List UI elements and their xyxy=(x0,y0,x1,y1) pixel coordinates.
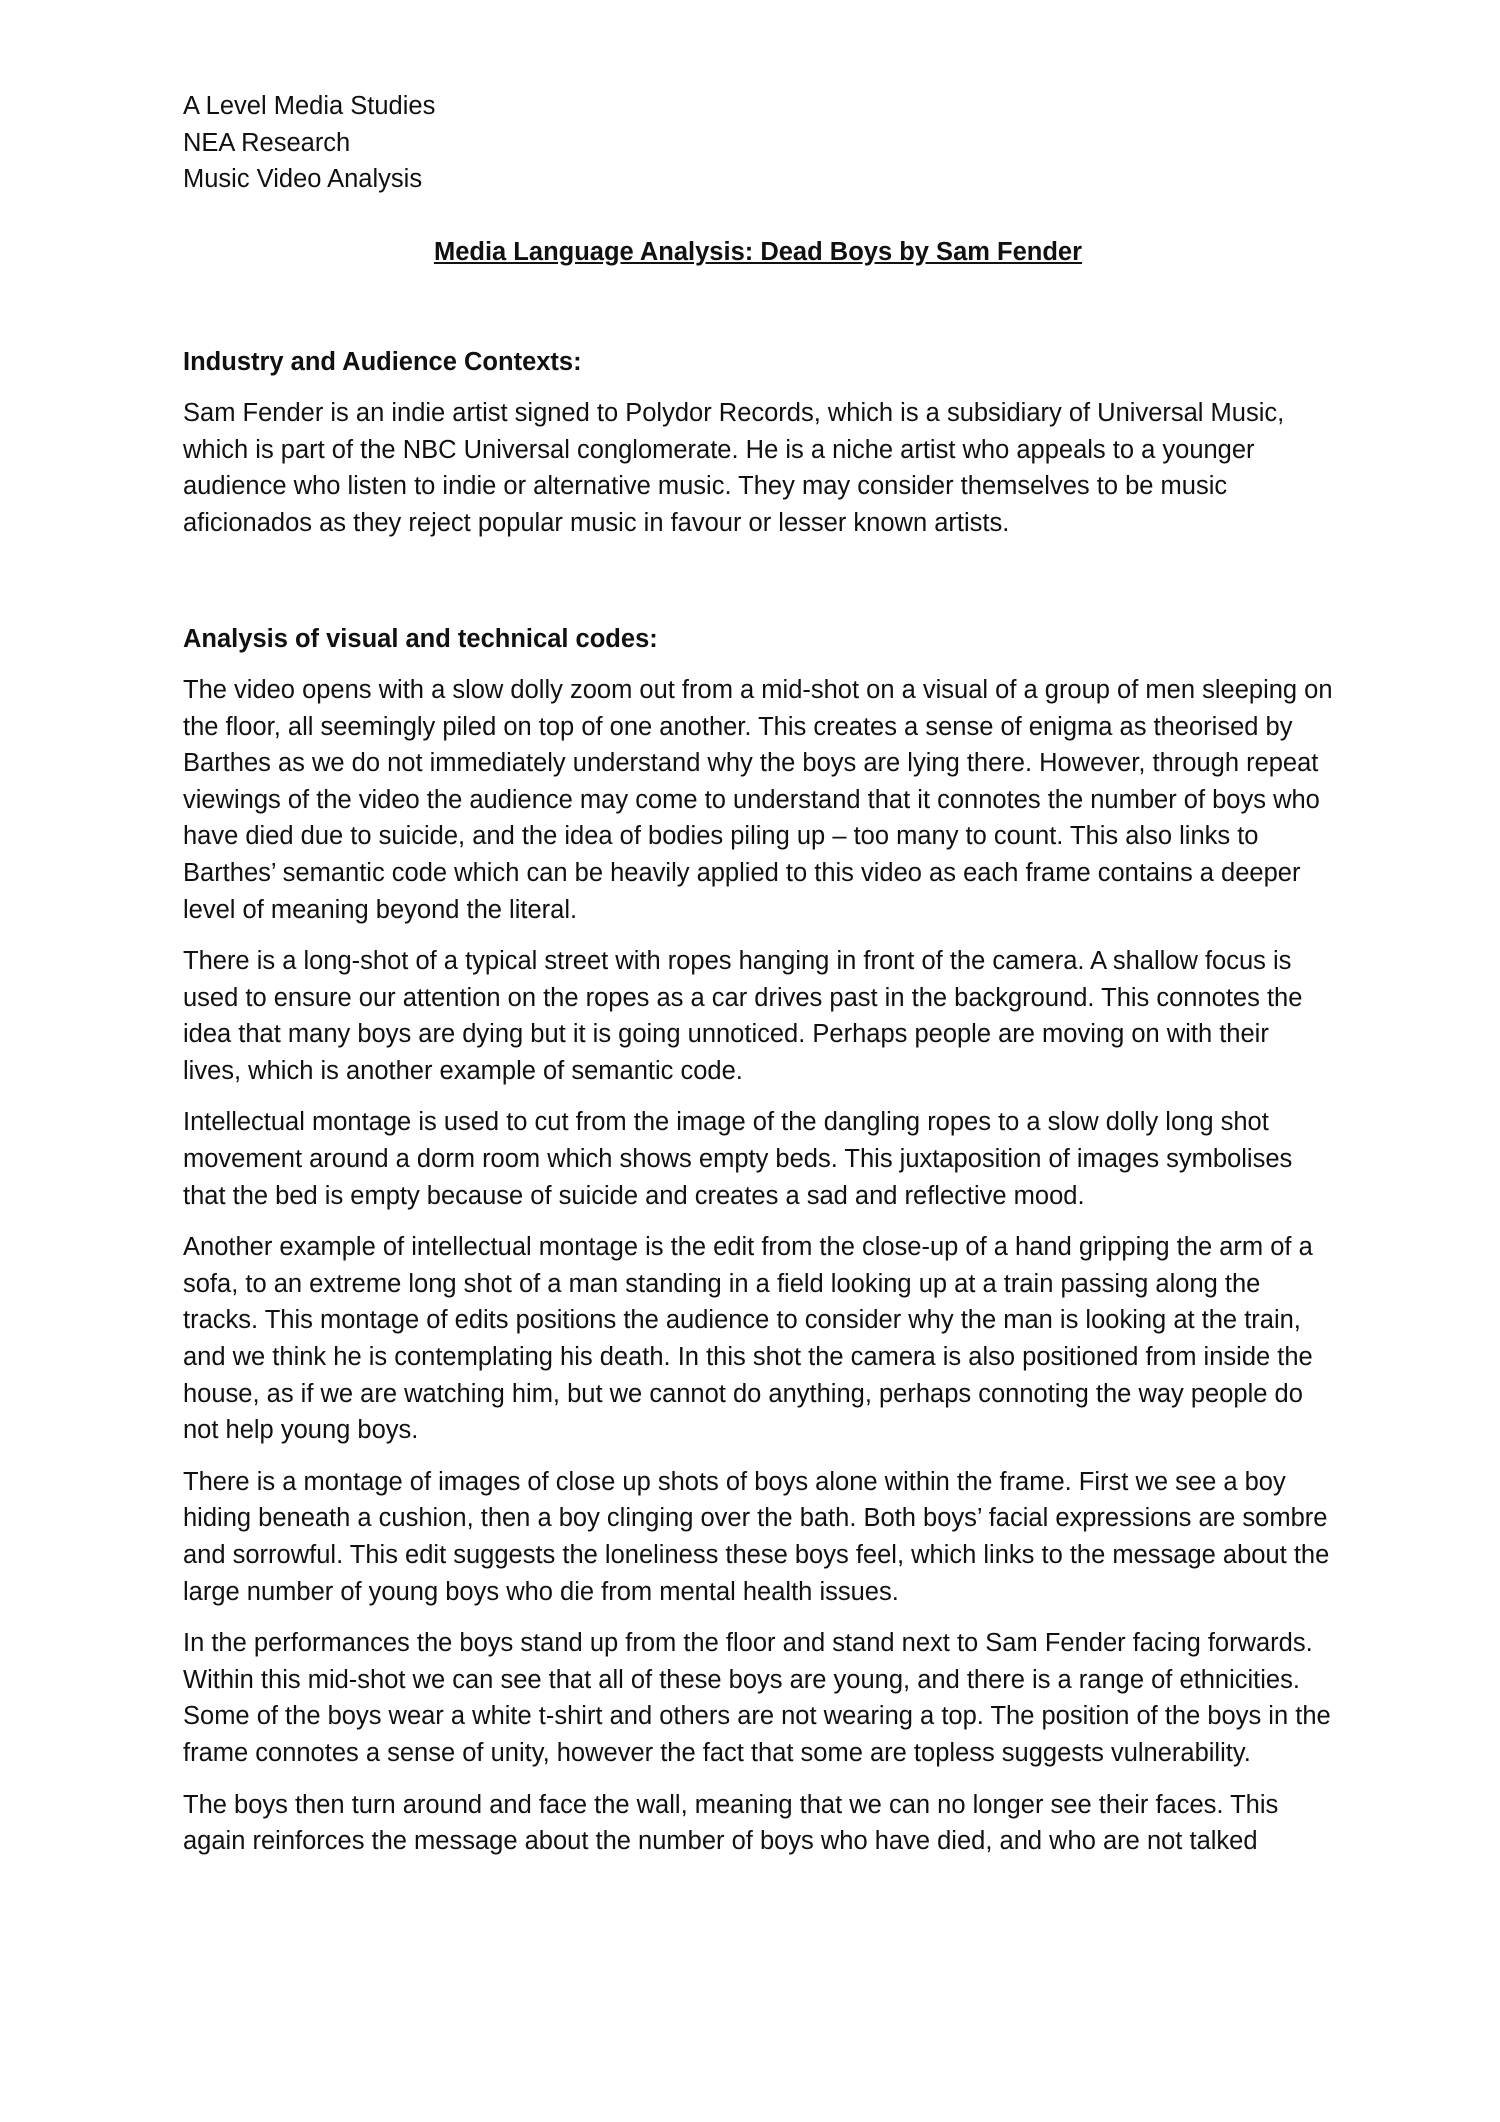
header-line-course: A Level Media Studies xyxy=(183,92,436,120)
paragraph-industry-1: Sam Fender is an indie artist signed to Polydor Records, which is a subsidiary of Universal Music, which is part of the NBC Universal conglomerate. He is a niche artist who appeals to a younger audience who listen to indie or alternative music. They may consider themselves to be music aficionados as they reject popular music in favour or lesser known artists. xyxy=(183,398,1285,537)
paragraph-analysis-4: Another example of intellectual montage is the edit from the close-up of a hand gripping the arm of a sofa, to an extreme long shot of a man standing in a field looking up at a train passing along the tracks. This montage of edits positions the audience to consider why the man is looking at the train, and we think he is contemplating his death. In this shot the camera is also positioned from inside the house, as if we are watching him, but we cannot do anything, perhaps connoting the way people do not help young boys. xyxy=(183,1233,1313,1445)
document-page xyxy=(183,88,1333,1860)
paragraph-analysis-7: The boys then turn around and face the wall, meaning that we can no longer see their faces. This again reinforces the message about the number of boys who have died, and who are not talked xyxy=(183,1790,1279,1856)
document-title: Media Language Analysis: Dead Boys by Sam Fender xyxy=(433,237,1083,266)
header-line-unit: NEA Research xyxy=(183,128,351,157)
paragraph-analysis-2: There is a long-shot of a typical street with ropes hanging in front of the camera. A shallow focus is used to ensure our attention on the ropes as a car drives past in the background. This connotes the idea that many boys are dying but it is going unnoticed. Perhaps people are moving on with their lives, which is another example of semantic code. xyxy=(183,947,1303,1085)
section-heading-industry: Industry and Audience Contexts: xyxy=(183,348,582,377)
header-line-topic: Music Video Analysis xyxy=(183,165,423,194)
paragraph-analysis-6: In the performances the boys stand up from the floor and stand next to Sam Fender facing forwards. Within this mid-shot we can see that all of these boys are young, and there is a range of ethnicities. Some of the boys wear a white t-shirt and others are not wearing a top. The position of the boys in the frame connotes a sense of unity, however the fact that some are topless suggests vulnerability. xyxy=(183,1629,1331,1767)
paragraph-analysis-3: Intellectual montage is used to cut from the image of the dangling ropes to a slow dolly long shot movement around a dorm room which shows empty beds. This juxtaposition of images symbolises that the bed is empty because of suicide and creates a sad and reflective mood. xyxy=(183,1108,1293,1210)
paragraph-analysis-1: The video opens with a slow dolly zoom out from a mid-shot on a visual of a group of men sleeping on the floor, all seemingly piled on top of one another. This creates a sense of enigma as theorised by Barthes as we do not immediately understand why the boys are lying there. However, through repeat viewings of the video the audience may come to understand that it connotes the number of boys who have died due to suicide, and the idea of bodies piling up – too many to count. This also links to Barthes’ semantic code which can be heavily applied to this video as each frame contains a deeper level of meaning beyond the literal. xyxy=(183,675,1333,924)
document-header xyxy=(183,88,1333,198)
paragraph-analysis-5: There is a montage of images of close up shots of boys alone within the frame. First we see a boy hiding beneath a cushion, then a boy clinging over the bath. Both boys’ facial expressions are sombre and sorrowful. This edit suggests the loneliness these boys feel, which links to the message about the large number of young boys who die from mental health issues. xyxy=(183,1467,1330,1606)
section-heading-analysis: Analysis of visual and technical codes: xyxy=(183,625,658,654)
